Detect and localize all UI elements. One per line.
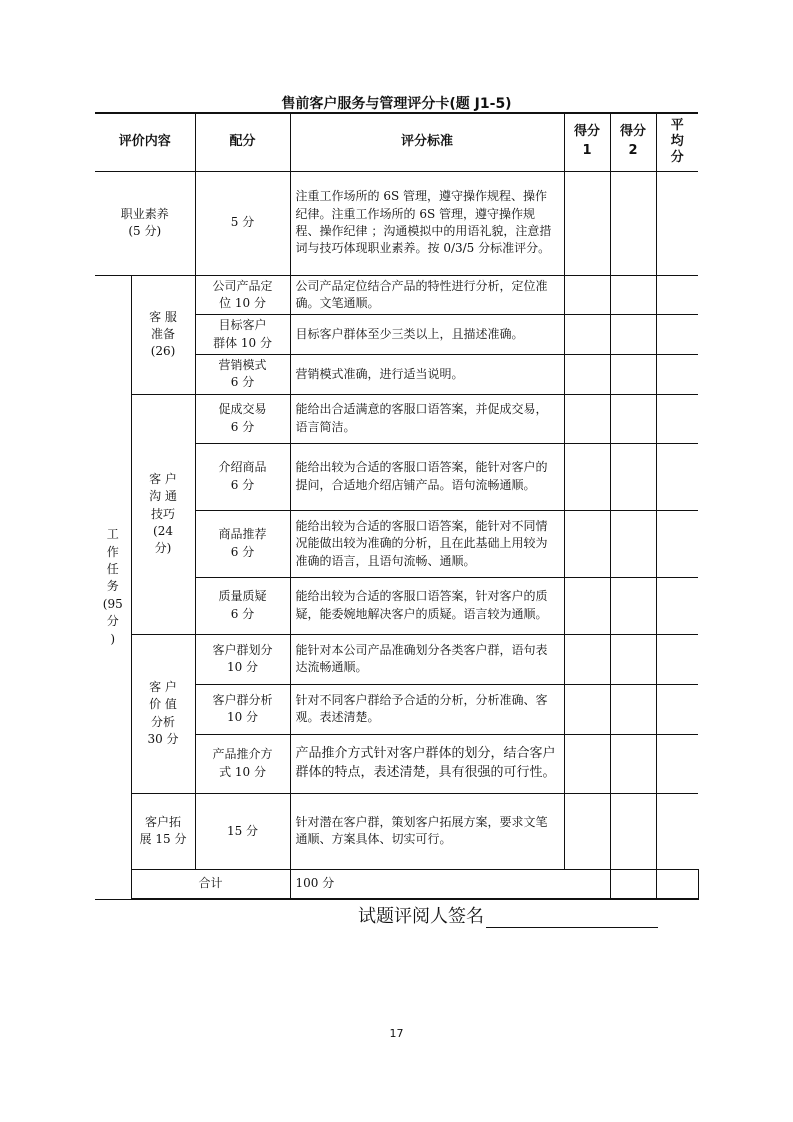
expand-group-label: 客户拓 展 15 分 [131, 793, 195, 869]
score-cell[interactable] [656, 510, 698, 577]
score-cell[interactable] [564, 355, 610, 395]
score-cell[interactable] [656, 443, 698, 510]
score-cell[interactable] [564, 394, 610, 443]
item-criteria: 产品推介方式针对客户群体的划分，结合客户群体的特点，表述清楚，具有很强的可行性。 [290, 734, 564, 793]
page-number: 17 [389, 1027, 404, 1040]
header-score-1: 得分 1 [564, 113, 610, 171]
item-criteria: 能给出较为合适的客服口语答案，能针对不同情况能做出较为准确的分析，且在此基础上用较为准确的语言，且语句流畅、通顺。 [290, 510, 564, 577]
score-cell[interactable] [564, 510, 610, 577]
item-points: 介绍商品 6 分 [195, 443, 290, 510]
score-cell[interactable] [656, 869, 698, 899]
score-cell[interactable] [610, 734, 656, 793]
score-cell[interactable] [564, 171, 610, 275]
score-cell[interactable] [610, 869, 656, 899]
score-cell[interactable] [610, 171, 656, 275]
table-row [95, 634, 698, 684]
score-cell[interactable] [656, 171, 698, 275]
score-cell[interactable] [610, 634, 656, 684]
table-row [95, 275, 698, 315]
item-criteria: 营销模式准确，进行适当说明。 [290, 355, 564, 395]
item-criteria: 能给出较为合适的客服口语答案，针对客户的质疑，能委婉地解决客户的质疑。语言较为通顺。 [290, 577, 564, 634]
score-cell[interactable] [610, 793, 656, 869]
signature-line [358, 902, 658, 928]
score-cell[interactable] [610, 394, 656, 443]
score-cell[interactable] [564, 793, 610, 869]
score-cell[interactable] [610, 315, 656, 355]
header-criteria: 评分标准 [290, 113, 564, 171]
score-cell[interactable] [564, 634, 610, 684]
header-content: 评价内容 [95, 113, 195, 171]
score-cell[interactable] [656, 634, 698, 684]
score-cell[interactable] [610, 684, 656, 734]
header-points: 配分 [195, 113, 290, 171]
item-points: 公司产品定 位 10 分 [195, 275, 290, 315]
item-points: 商品推荐 6 分 [195, 510, 290, 577]
score-cell[interactable] [610, 510, 656, 577]
header-row [95, 113, 698, 171]
item-criteria: 能针对本公司产品准确划分各类客户群，语句表达流畅通顺。 [290, 634, 564, 684]
score-cell[interactable] [656, 684, 698, 734]
header-average: 平 均 分 [656, 113, 698, 171]
item-criteria: 针对不同客户群给予合适的分析，分析准确、客观。表述清楚。 [290, 684, 564, 734]
prep-group-label: 客 服 准备 (26) [131, 275, 195, 394]
item-points: 客户群分析 10 分 [195, 684, 290, 734]
signature-label: 试题评阅人签名 [358, 906, 484, 927]
score-cell[interactable] [564, 684, 610, 734]
item-criteria: 公司产品定位结合产品的特性进行分析，定位准确。文笔通顺。 [290, 275, 564, 315]
professional-criteria: 注重工作场所的 6S 管理，遵守操作规程、操作纪律。注重工作场所的 6S 管理，遵守操作规程、操作纪律 ；沟通模拟中的用语礼貌，注意措词与技巧体现职业素养。按 0/3/5 分标准评分。 [290, 171, 564, 275]
total-row [95, 869, 698, 899]
score-cell[interactable] [610, 275, 656, 315]
item-points: 客户群划分 10 分 [195, 634, 290, 684]
score-cell[interactable] [564, 315, 610, 355]
score-cell[interactable] [610, 443, 656, 510]
header-score-2: 得分 2 [610, 113, 656, 171]
item-points: 产品推介方 式 10 分 [195, 734, 290, 793]
item-points: 营销模式 6 分 [195, 355, 290, 395]
item-criteria: 能给出合适满意的客服口语答案，并促成交易，语言简洁。 [290, 394, 564, 443]
score-cell[interactable] [656, 577, 698, 634]
item-points: 促成交易 6 分 [195, 394, 290, 443]
work-task-label: 工 作 任 务 (95 分 ) [95, 275, 131, 899]
score-cell[interactable] [656, 734, 698, 793]
comm-group-label: 客 户 沟 通 技巧 (24 分) [131, 394, 195, 634]
score-cell[interactable] [656, 793, 698, 869]
score-cell[interactable] [656, 355, 698, 395]
professional-label: 职业素养 (5 分) [95, 171, 195, 275]
item-points: 15 分 [195, 793, 290, 869]
table-row [95, 793, 698, 869]
table-row [95, 394, 698, 443]
score-cell[interactable] [564, 443, 610, 510]
score-cell[interactable] [656, 394, 698, 443]
total-label: 合计 [131, 869, 290, 899]
item-criteria: 针对潜在客户群，策划客户拓展方案，要求文笔通顺、方案具体、切实可行。 [290, 793, 564, 869]
item-criteria: 目标客户群体至少三类以上，且描述准确。 [290, 315, 564, 355]
score-cell[interactable] [656, 315, 698, 355]
item-points: 目标客户 群体 10 分 [195, 315, 290, 355]
total-points: 100 分 [290, 869, 610, 899]
item-points: 质量质疑 6 分 [195, 577, 290, 634]
value-group-label: 客 户 价 值 分析 30 分 [131, 634, 195, 793]
item-criteria: 能给出较为合适的客服口语答案，能针对客户的提问，合适地介绍店铺产品。语句流畅通顺。 [290, 443, 564, 510]
scoring-table [95, 112, 698, 900]
professional-points: 5 分 [195, 171, 290, 275]
score-cell[interactable] [610, 355, 656, 395]
page-title: 售前客户服务与管理评分卡(题 J1-5) [281, 96, 512, 112]
signature-field[interactable] [486, 907, 658, 928]
score-cell[interactable] [610, 577, 656, 634]
score-cell[interactable] [564, 275, 610, 315]
table-row [95, 171, 698, 275]
score-cell[interactable] [564, 577, 610, 634]
score-cell[interactable] [564, 734, 610, 793]
score-cell[interactable] [656, 275, 698, 315]
